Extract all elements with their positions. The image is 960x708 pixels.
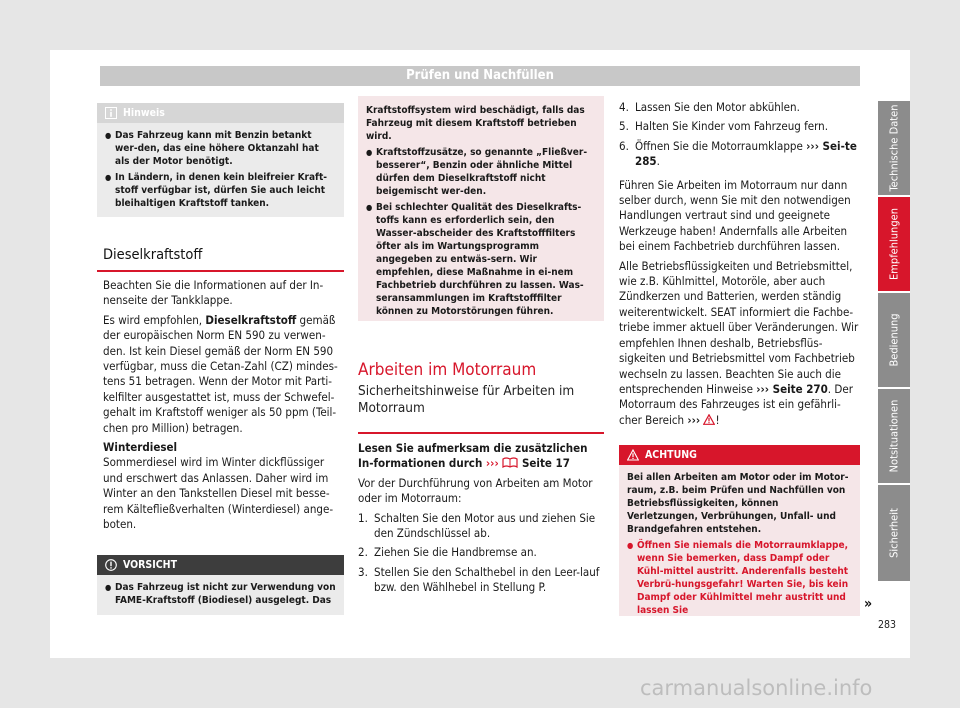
step-text: Halten Sie Kinder vom Fahrzeug fern. xyxy=(635,119,829,134)
step-number: 3. xyxy=(358,564,368,579)
achtung-box xyxy=(619,445,860,616)
col3-p2-pre: Alle Betriebsflüssigkeiten und Betriebsmittel, wie z.B. Kühlmittel, Motoröle, aber auch Zündkerzen und Batterien, werden ständig weiterentwickelt. SEAT informiert die Fachbe-triebe immer aktuell über Veränderungen. Wir empfehlen Ihnen deshalb, Betriebsflüs-sigkeiten und Betriebsmittel vom Fachbetrieb wechseln zu lassen. Beachten Sie auch die entsprechenden Hinweise xyxy=(619,258,859,396)
col3-p2-mid: . Der Motorraum des Fahrzeuges ist ein gefährli-cher Bereich xyxy=(619,381,853,427)
col3-p2 xyxy=(619,259,860,428)
diesel-p2-bold: Dieselkraftstoff xyxy=(205,312,297,327)
lead-bold: Lesen Sie aufmerksam die zusätzlichen In-formationen durch xyxy=(358,441,588,471)
tab-sicherheit[interactable] xyxy=(878,485,910,581)
step-text: Stellen Sie den Schalthebel in den Leer-lauf bzw. den Wählhebel in Stellung P. xyxy=(374,564,600,595)
col3-body xyxy=(619,100,860,432)
vorsicht-header xyxy=(97,555,344,575)
motorraum-intro: Vor der Durchführung von Arbeiten am Motor oder im Motorraum: xyxy=(358,475,593,506)
section-title: Arbeiten im Motorraum xyxy=(358,360,537,380)
step-item xyxy=(358,511,604,542)
winter-title: Winterdiesel xyxy=(103,440,178,455)
hint-box xyxy=(97,103,344,217)
tab-label: Technische Daten xyxy=(887,104,901,192)
step-number: 2. xyxy=(358,545,368,560)
tab-label: Bedienung xyxy=(887,313,901,367)
step-number: 1. xyxy=(358,510,368,525)
page-number: 283 xyxy=(878,619,897,631)
watermark: carmanualsonline.info xyxy=(640,676,873,700)
fuel-warning-item: ● Kraftstoffzusätze, so genannte „Fließver-besserer“, Benzin oder ähnliche Mittel dürfen dem Dieselkraftstoff nicht beigemischt wer-den. xyxy=(366,146,596,198)
tab-empfehlungen[interactable] xyxy=(878,197,910,291)
hint-item: ● Das Fahrzeug kann mit Benzin betankt wer-den, das eine höhere Oktanzahl hat als der Motor benötigt. xyxy=(105,129,336,168)
winter-text: Sommerdiesel wird im Winter dickflüssiger und erschwert das Anlassen. Daher wird im Winter an den Tankstellen Diesel mit besse-rem Kältefließverhalten (Winterdiesel) ange-boten. xyxy=(103,455,334,532)
section-rule xyxy=(358,432,604,434)
info-icon xyxy=(105,107,117,119)
diesel-p2-post: gemäß der europäischen Norm EN 590 zu verwen-den. Ist kein Diesel gemäß der Norm EN 590 verfügbar, muss die Cetan-Zahl (CZ) mindes-tens 51 betragen. Wenn der Motor mit Parti-kelfilter ausgestattet ist, muss der Schwefel-gehalt im Kraftstoff weniger als 50 ppm (Teil-chen pro Million) betragen. xyxy=(103,312,338,435)
tab-technische-daten[interactable] xyxy=(878,101,910,195)
col3-p2-end: ! xyxy=(715,412,720,427)
step-text: Lassen Sie den Motor abkühlen. xyxy=(635,100,800,114)
ref-arrow[interactable]: ››› xyxy=(485,456,499,471)
diesel-p2 xyxy=(103,313,344,436)
fuel-warning-continued xyxy=(358,96,604,321)
page-ref-link[interactable]: Seite 17 xyxy=(521,456,570,471)
tab-bedienung[interactable] xyxy=(878,293,910,387)
vorsicht-item: ● Das Fahrzeug ist nicht zur Verwendung von FAME-Kraftstoff (Biodiesel) ausgelegt. Das xyxy=(105,581,336,607)
page-ref-link[interactable]: ››› Seite 270 xyxy=(756,381,828,396)
achtung-intro: Bei allen Arbeiten am Motor oder im Motor-raum, z.B. beim Prüfen und Nachfüllen von Betriebsflüssigkeiten, können Verletzungen, Verbrühungen, Unfall- und Brandgefahren entstehen. xyxy=(627,472,849,535)
section-subtitle: Sicherheitshinweise für Arbeiten im Motorraum xyxy=(358,383,575,416)
vorsicht-box xyxy=(97,555,344,615)
achtung-item: ● Öffnen Sie niemals die Motorraumklappe, wenn Sie bemerken, dass Dampf oder Kühl-mittel austritt. Anderenfalls besteht Verbrü-hungsgefahr! Warten Sie, bis kein Dampf oder Kühlmittel mehr austritt und lassen Sie xyxy=(627,539,852,617)
fuel-warning-item: ● Bei schlechter Qualität des Dieselkrafts-toffs kann es erforderlich sein, den Wasser-abscheider des Kraftstofffilters öfter als im Wartungsprogramm angegeben zu entwäs-sern. Wir empfehlen, diese Maßnahme in ei-nem Fachbetrieb durchführen zu lassen. Was-seransammlungen im Kraftstofffilter können zu Motorstörungen führen. xyxy=(366,201,596,318)
achtung-body xyxy=(619,465,860,624)
col3-p1: Führen Sie Arbeiten im Motorraum nur dann selber durch, wenn Sie mit den notwendigen Handlungen vertraut sind und geeignete Werkzeuge haben! Andernfalls alle Arbeiten bei einem Fachbetrieb durchführen lassen. xyxy=(619,177,851,254)
lead-text xyxy=(358,441,604,472)
ref-arrow[interactable]: ››› xyxy=(687,412,701,427)
book-icon xyxy=(502,457,518,468)
hint-header xyxy=(97,103,344,123)
section-rule xyxy=(97,270,344,272)
tab-label: Notsituationen xyxy=(887,399,901,473)
step-text: Ziehen Sie die Handbremse an. xyxy=(374,545,537,560)
step-number: 6. xyxy=(619,138,629,153)
achtung-label: ACHTUNG xyxy=(645,449,697,461)
fuel-warning-intro: Kraftstoffsystem wird beschädigt, falls das Fahrzeug mit diesem Kraftstoff betrieben wird. xyxy=(366,105,585,142)
step-item xyxy=(358,545,604,560)
warning-triangle-icon xyxy=(627,449,639,461)
tab-notsituationen[interactable] xyxy=(878,389,910,483)
diesel-p2-pre: Es wird empfohlen, xyxy=(103,312,206,327)
hint-body xyxy=(97,123,344,217)
hint-item: ● In Ländern, in denen kein bleifreier Kraft-stoff verfügbar ist, dürfen Sie auch leicht bleihaltigen Kraftstoff tanken. xyxy=(105,171,336,210)
step-item xyxy=(619,119,860,134)
step-text: Schalten Sie den Motor aus und ziehen Sie den Zündschlüssel ab. xyxy=(374,510,596,541)
diesel-heading: Dieselkraftstoff xyxy=(103,247,203,263)
tab-label: Sicherheit xyxy=(887,508,901,558)
diesel-p1: Beachten Sie die Informationen auf der In-nenseite der Tankklappe. xyxy=(103,278,324,308)
vorsicht-body xyxy=(97,575,344,614)
page-ref-link[interactable]: ››› Sei-te 285 xyxy=(635,138,857,169)
warning-triangle-icon xyxy=(703,414,715,425)
achtung-header xyxy=(619,445,860,465)
vorsicht-label: VORSICHT xyxy=(123,559,178,571)
step-text: Öffnen Sie die Motorraumklappe xyxy=(635,138,803,153)
diesel-body xyxy=(103,278,344,537)
step-item xyxy=(358,565,604,596)
step-item xyxy=(619,139,860,170)
step-end: . xyxy=(656,154,660,169)
step-number: 5. xyxy=(619,119,629,134)
continue-mark: » xyxy=(864,596,873,612)
page-header: Prüfen und Nachfüllen xyxy=(100,66,860,86)
fuel-warning-body xyxy=(358,96,604,325)
step-number: 4. xyxy=(619,100,629,114)
hint-label: Hinweis xyxy=(123,107,165,119)
caution-icon xyxy=(105,559,117,571)
tab-label: Empfehlungen xyxy=(887,208,901,280)
step-item xyxy=(619,100,860,115)
motorraum-body xyxy=(358,441,604,596)
